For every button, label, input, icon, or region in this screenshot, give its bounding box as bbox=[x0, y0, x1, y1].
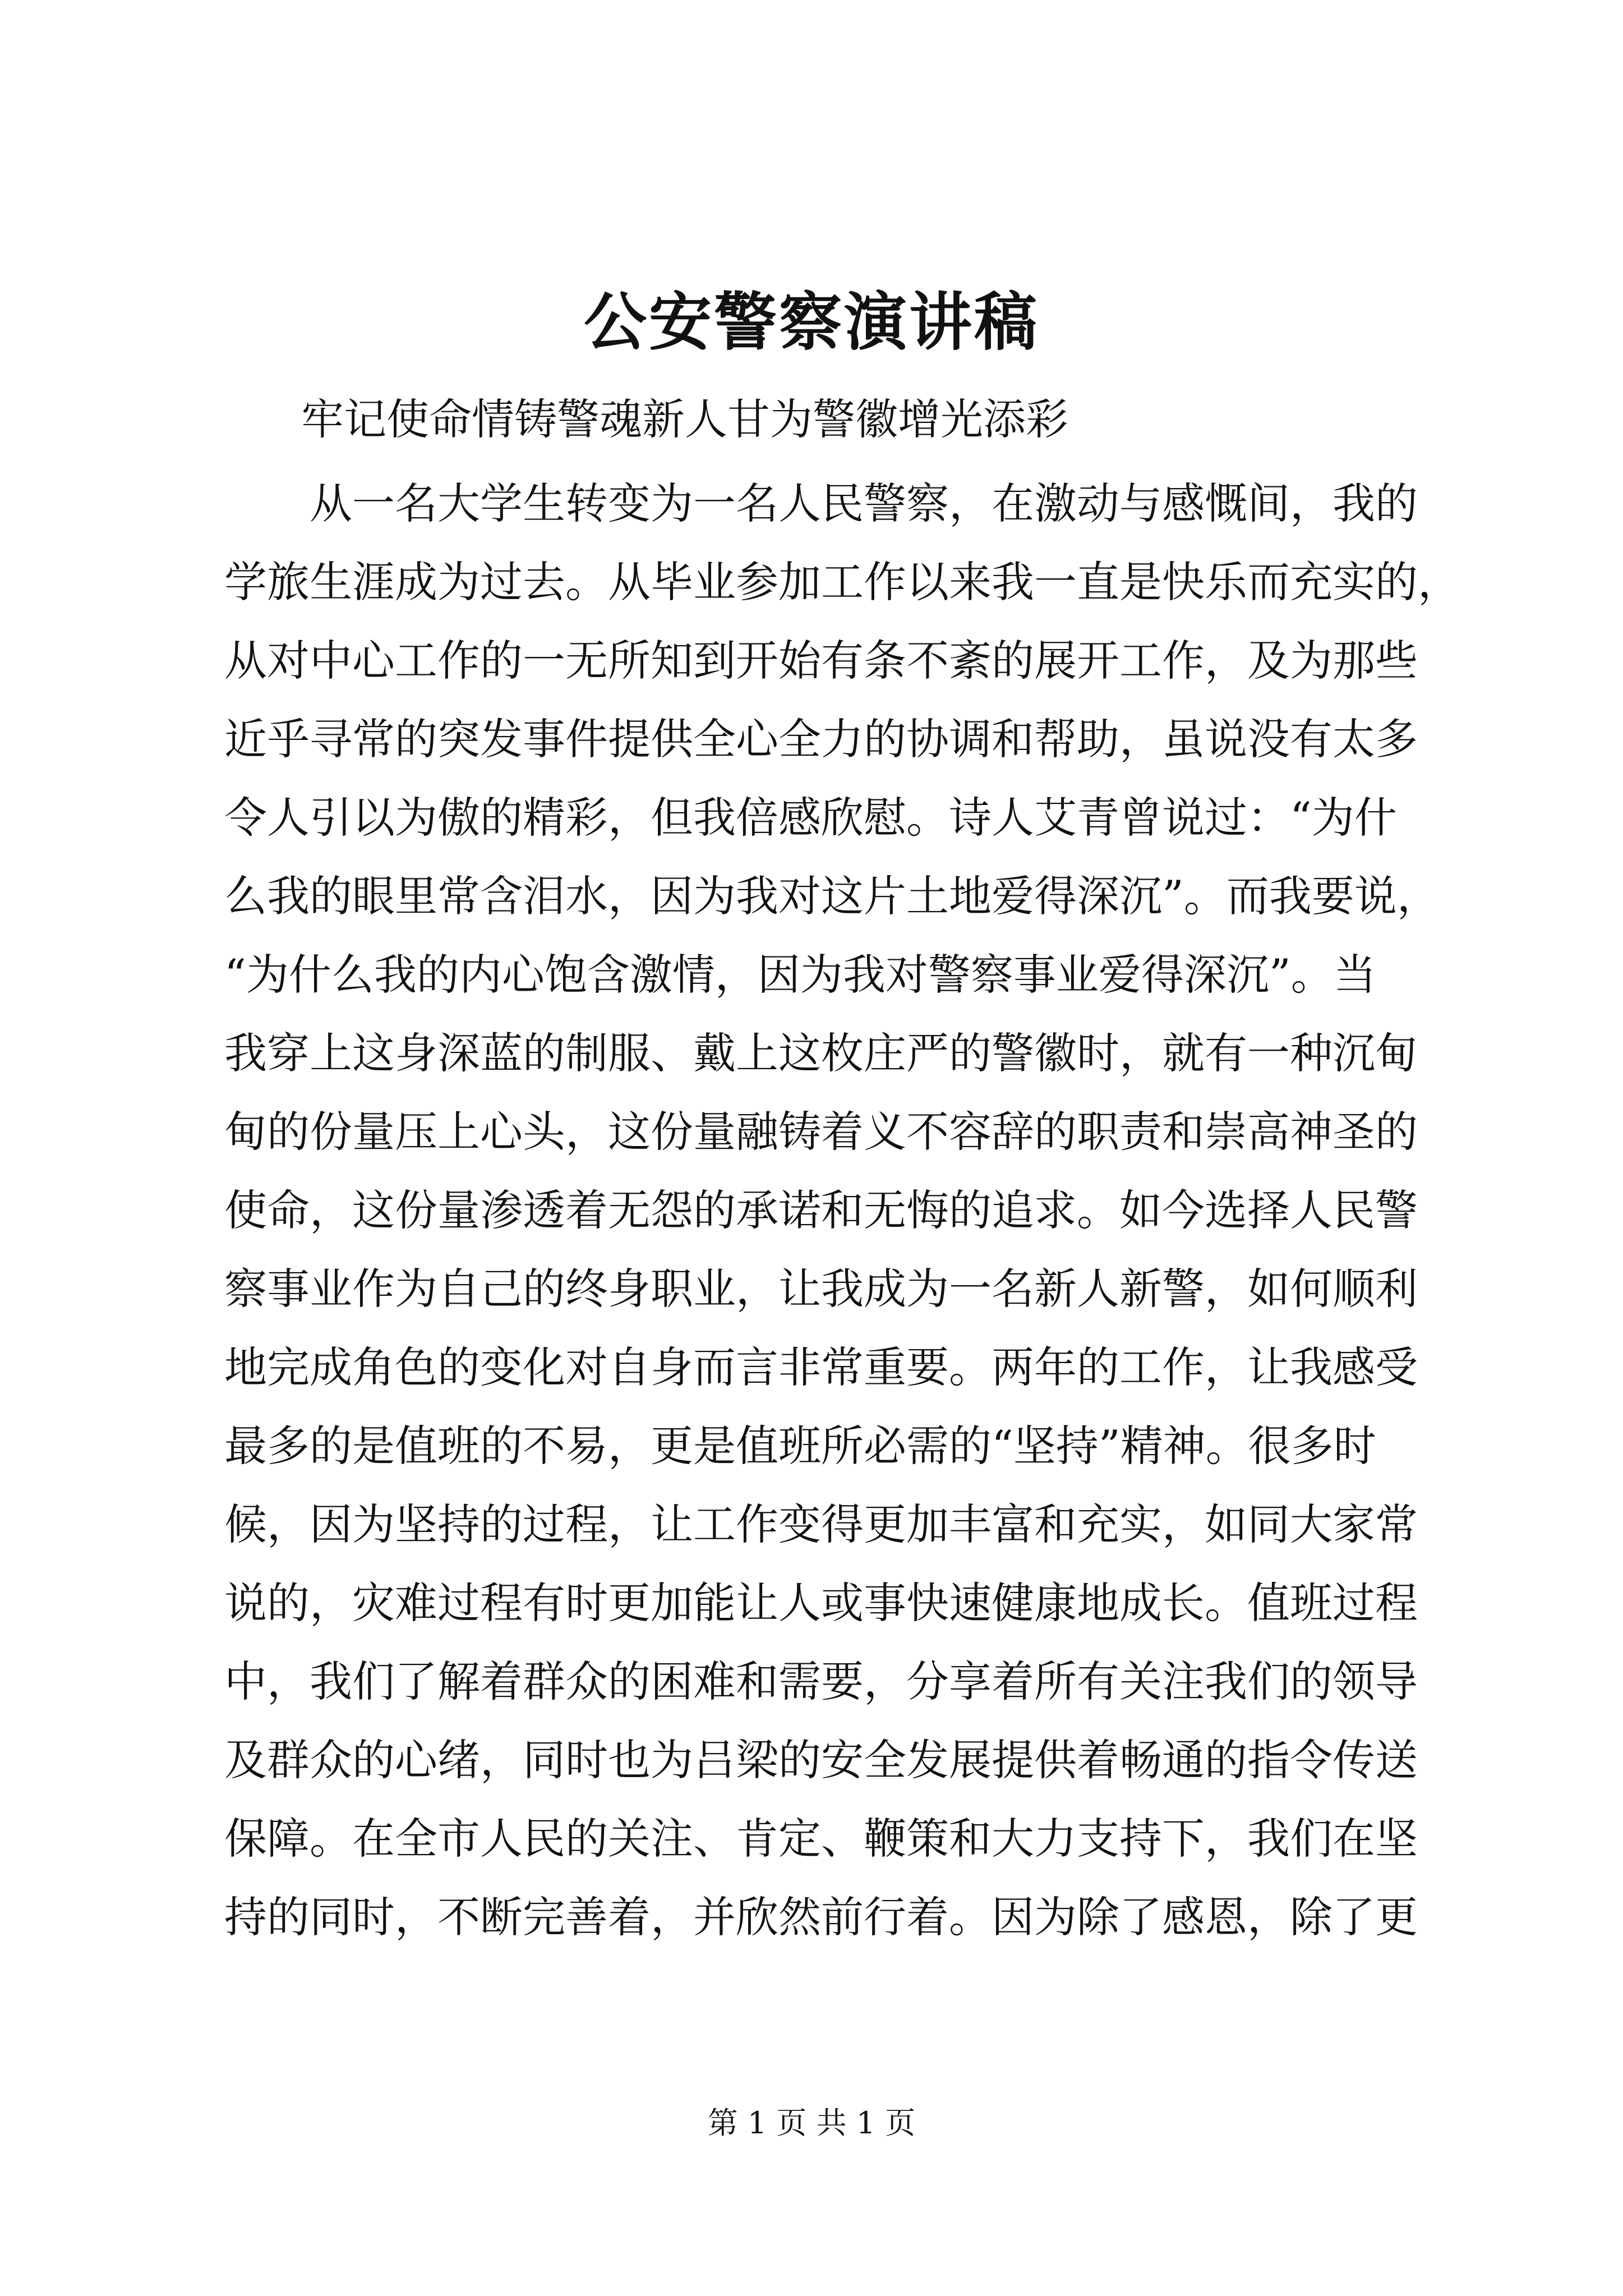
body-line: 最多的是值班的不易，更是值班所必需的“坚持”精神。很多时 bbox=[224, 1421, 1376, 1471]
body-line: 近乎寻常的突发事件提供全心全力的协调和帮助，虽说没有太多 bbox=[224, 714, 1418, 764]
body-line: 中，我们了解着群众的困难和需要，分享着所有关注我们的领导 bbox=[224, 1657, 1418, 1706]
body-line: 说的，灾难过程有时更加能让人或事快速健康地成长。值班过程 bbox=[224, 1578, 1418, 1628]
body-line: 地完成角色的变化对自身而言非常重要。两年的工作，让我感受 bbox=[224, 1342, 1418, 1392]
body-line: 持的同时，不断完善着，并欣然前行着。因为除了感恩，除了更 bbox=[224, 1892, 1418, 1942]
body-line: 令人引以为傲的精彩，但我倍感欣慰。诗人艾青曾说过：“为什 bbox=[224, 793, 1397, 843]
body-line: 及群众的心绪，同时也为吕梁的安全发展提供着畅通的指令传送 bbox=[224, 1735, 1418, 1785]
document-title: 公安警察演讲稿 bbox=[584, 286, 1039, 359]
body-line: “为什么我的内心饱含激情，因为我对警察事业爱得深沉”。当 bbox=[224, 950, 1376, 1000]
body-line: 我穿上这身深蓝的制服、戴上这枚庄严的警徽时，就有一种沉甸 bbox=[224, 1028, 1418, 1078]
body-line: 从对中心工作的一无所知到开始有条不紊的展开工作，及为那些 bbox=[224, 636, 1418, 685]
body-line: 甸的份量压上心头，这份量融铸着义不容辞的职责和崇高神圣的 bbox=[224, 1107, 1418, 1157]
body-line: 么我的眼里常含泪水，因为我对这片土地爱得深沉”。而我要说， bbox=[224, 871, 1440, 921]
page-footer: 第 1 页 共 1 页 bbox=[707, 2105, 916, 2141]
body-line: 候，因为坚持的过程，让工作变得更加丰富和充实，如同大家常 bbox=[224, 1499, 1418, 1549]
document-subtitle: 牢记使命情铸警魂新人甘为警徽增光添彩 bbox=[301, 394, 1068, 444]
body-line: 保障。在全市人民的关注、肯定、鞭策和大力支持下，我们在坚 bbox=[224, 1814, 1418, 1864]
body-line: 使命，这份量渗透着无怨的承诺和无悔的追求。如今选择人民警 bbox=[224, 1185, 1418, 1235]
body-line: 从一名大学生转变为一名人民警察，在激动与感慨间，我的 bbox=[224, 478, 1418, 528]
body-line: 察事业作为自己的终身职业，让我成为一名新人新警，如何顺利 bbox=[224, 1264, 1418, 1314]
body-line: 学旅生涯成为过去。从毕业参加工作以来我一直是快乐而充实的， bbox=[224, 557, 1460, 607]
